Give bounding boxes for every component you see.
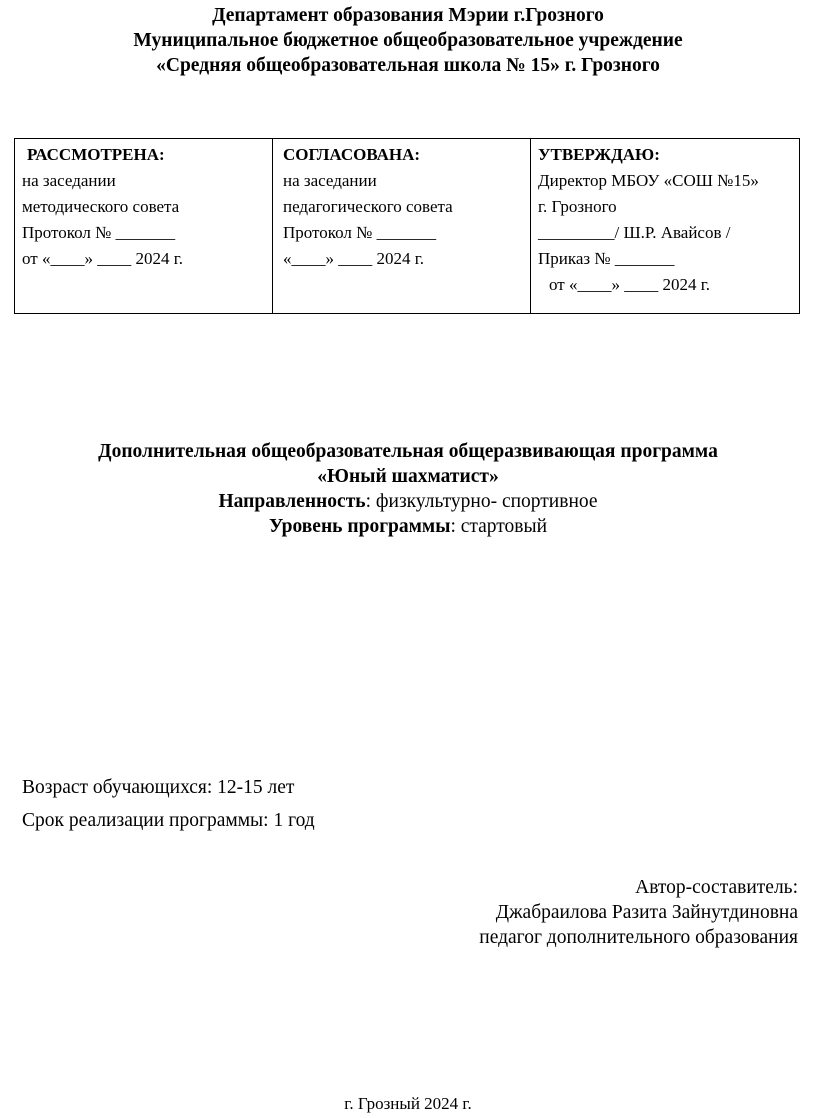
approved-order: Приказ № _______ <box>538 249 675 268</box>
direction-label: Направленность <box>218 491 366 512</box>
agreed-line: на заседании <box>283 171 377 190</box>
student-age: Возраст обучающихся: 12-15 лет <box>22 777 295 798</box>
approved-signature: _________/ Ш.Р. Авайсов / <box>538 223 731 242</box>
author-label: Автор-составитель: <box>635 877 798 898</box>
program-name: «Юный шахматист» <box>317 466 499 487</box>
considered-cell <box>15 139 273 313</box>
agreed-date: «____» ____ 2024 г. <box>283 249 425 268</box>
considered-protocol: Протокол № _______ <box>22 223 176 242</box>
agreed-cell <box>273 139 531 313</box>
program-duration: Срок реализации программы: 1 год <box>22 810 315 831</box>
author-block <box>479 875 798 950</box>
considered-line: методического совета <box>22 197 180 216</box>
document-header <box>0 3 816 78</box>
considered-heading: РАССМОТРЕНА: <box>27 145 165 164</box>
approved-line: г. Грозного <box>538 197 617 216</box>
author-position: педагог дополнительного образования <box>479 927 798 948</box>
agreed-heading: СОГЛАСОВАНА: <box>283 145 421 164</box>
agreed-protocol: Протокол № _______ <box>283 223 437 242</box>
approved-heading: УТВЕРЖДАЮ: <box>538 145 660 164</box>
approved-line: Директор МБОУ «СОШ №15» <box>538 171 759 190</box>
program-title: Дополнительная общеобразовательная общеразвивающая программа <box>98 441 718 462</box>
school-name: «Средняя общеобразовательная школа № 15» г. Грозного <box>156 55 660 76</box>
program-info <box>22 771 315 837</box>
institution-type: Муниципальное бюджетное общеобразовательное учреждение <box>133 30 683 51</box>
considered-line: на заседании <box>22 171 116 190</box>
considered-date: от «____» ____ 2024 г. <box>22 249 184 268</box>
direction-value: : физкультурно- спортивное <box>365 491 598 512</box>
agreed-line: педагогического совета <box>283 197 453 216</box>
author-name: Джабраилова Разита Зайнутдиновна <box>495 902 798 923</box>
approval-table <box>14 138 800 314</box>
program-level <box>0 514 816 539</box>
program-title-block <box>0 439 816 539</box>
level-label: Уровень программы <box>268 516 451 537</box>
level-value: : стартовый <box>450 516 548 537</box>
program-direction <box>0 489 816 514</box>
city-year: г. Грозный 2024 г. <box>344 1094 472 1113</box>
approved-cell <box>531 139 799 313</box>
department-name: Департамент образования Мэрии г.Грозного <box>212 5 604 26</box>
approved-date: от «____» ____ 2024 г. <box>549 275 711 294</box>
